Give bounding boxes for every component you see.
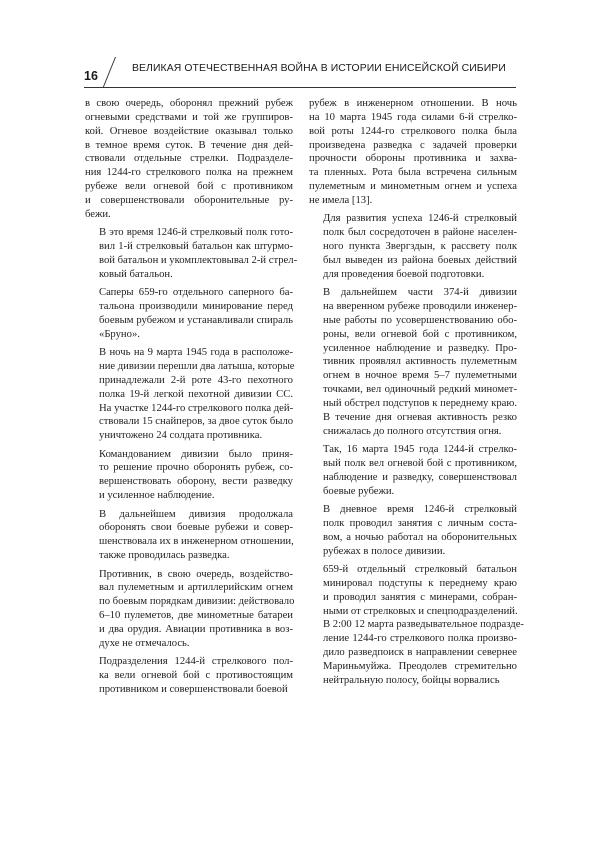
text-line: ковый батальон. — [99, 268, 173, 280]
text-line: вой роты 1244-го стрелкового полка была — [309, 125, 517, 137]
text-line: пулеметным и минометным огнем и успеха — [309, 181, 517, 193]
paragraph — [85, 226, 298, 281]
text-line: рубежах в полосе дивизии. — [323, 545, 446, 557]
text-line: точками, вел одиночный редкий миномет- — [323, 384, 517, 396]
text-line: тальона производили минирование перед — [99, 301, 293, 312]
header-vertical-rule — [102, 57, 116, 88]
paragraph — [85, 346, 293, 443]
text-line: ние дивизии перешли два латыша, которые — [99, 360, 295, 372]
text-line: и проводил занятия с минерами, собран- — [323, 591, 517, 603]
text-line: «Бруно». — [99, 328, 140, 340]
text-line: рубеже вели огневой бой с противником — [85, 181, 293, 193]
text-line: уничтожено 24 солдата противника. — [99, 430, 263, 442]
text-line: тивник проявлял активность пулеметным — [323, 356, 517, 368]
paragraph — [85, 508, 293, 563]
text-line: снижалась до полного отсутствия огня. — [323, 425, 502, 437]
text-line: полк проводил занятия с личным соста- — [323, 517, 517, 529]
text-line: В дневное время 1246-й стрелковый — [323, 504, 517, 515]
text-line: кой. Огневое воздействие оказывал только — [85, 125, 293, 137]
text-column-right — [309, 97, 524, 692]
text-line: был выведен из района боевых действий — [323, 254, 517, 266]
text-line: также проводилась разведка. — [99, 550, 230, 562]
text-line: роны, вели огневой бой с противником, — [323, 328, 517, 340]
text-line: рубеж в инженерном отношении. В ночь — [309, 98, 517, 109]
text-line: наблюдение и разведку, совершенствовал — [323, 471, 517, 483]
text-line: и два орудия. Авиации противника в воз- — [99, 623, 293, 635]
text-line: В дальнейшем дивизия продолжала — [99, 508, 293, 520]
text-line: ного пункта Звергздын, к рассвету полк — [323, 241, 517, 253]
text-line: в темное время суток. В течение дня дей- — [85, 139, 293, 151]
text-line: ка вели огневой бой с противостоящим — [99, 670, 293, 682]
text-line: на вверенном рубеже проводили инженер- — [323, 301, 517, 312]
paragraph — [309, 212, 517, 281]
text-line: В дальнейшем части 374-й дивизии — [323, 287, 517, 299]
text-line: вом, а ночью работал на оборонительных — [323, 531, 517, 543]
text-line: В 2:00 12 марта разведывательное подразде- — [323, 619, 524, 631]
text-line: нейтральную полосу, бойцы ворвались — [323, 674, 500, 686]
text-line: полка 19-й легкой пехотной дивизии СС. — [99, 388, 293, 400]
text-line: ный обстрел подступов к переднему краю. — [323, 397, 517, 409]
paragraph — [309, 443, 517, 498]
text-line: В течение дня огневая активность резко — [323, 411, 517, 423]
paragraph — [85, 448, 293, 503]
text-line: принадлежали 2-й роте 43-го пехотного — [99, 374, 293, 386]
paragraph — [309, 563, 524, 688]
text-line: ные работы по усовершенствованию обо- — [323, 314, 517, 326]
text-line: прочности обороны противника и захва- — [309, 153, 517, 165]
text-line: и усиленное наблюдение. — [99, 490, 215, 502]
running-title: ВЕЛИКАЯ ОТЕЧЕСТВЕННАЯ ВОЙНА В ИСТОРИИ ЕНИСЕЙСКОЙ СИБИРИ — [132, 63, 506, 74]
text-line: полк был сосредоточен в районе населен- — [323, 227, 517, 239]
text-column-left — [85, 97, 298, 701]
text-line: в свою очередь, оборонял прежний рубеж — [85, 98, 293, 109]
text-line: Командованием дивизии было приня- — [99, 448, 293, 460]
text-line: дило разведпоиск в направлении севернее — [323, 647, 517, 659]
text-line: ния 1244-го стрелкового полка на прежнем — [85, 167, 293, 179]
paragraph — [85, 655, 293, 697]
text-line: шенствовала их в инженерном отношении, — [99, 536, 294, 548]
text-line: огневыми средствами и той же группиров- — [85, 111, 293, 123]
text-line: ление 1244-го стрелкового полка произво- — [323, 633, 517, 645]
text-line: вил 1-й стрелковый батальон как штурмо- — [99, 241, 293, 253]
text-line: Саперы 659-го отдельного саперного ба- — [99, 287, 293, 299]
text-line: на 10 марта 1945 года силами 6-й стрелко- — [309, 111, 517, 123]
text-line: вал пулеметным и артиллерийским огнем — [99, 582, 293, 594]
text-line: Так, 16 марта 1945 года 1244-й стрелко- — [323, 444, 517, 456]
paragraph — [309, 286, 517, 438]
text-line: не имела [13]. — [309, 194, 373, 206]
text-line: На участке 1244-го стрелкового полка дей- — [99, 402, 294, 414]
paragraph — [85, 568, 293, 651]
text-line: та пленных. Рота была встречена сильным — [309, 167, 517, 179]
text-line: то решение прочно оборонять рубеж, со- — [99, 462, 293, 474]
text-line: бежи. — [85, 208, 111, 220]
text-line: Для развития успеха 1246-й стрелковый — [323, 213, 517, 225]
text-line: боевые рубежи. — [323, 485, 395, 497]
paragraph — [309, 97, 517, 208]
paragraph — [309, 503, 517, 558]
text-line: оборонять свои боевые рубежи и совер- — [99, 522, 293, 534]
text-line: ными от стрелковых и спецподразделений. — [323, 605, 518, 617]
text-line: для проведения боевой подготовки. — [323, 268, 485, 280]
page-number: 16 — [84, 69, 98, 83]
text-line: произведена разведка с задачей проверки — [309, 139, 517, 151]
text-line: по боевым порядкам дивизии: действовало — [99, 596, 295, 608]
header-horizontal-rule — [84, 87, 516, 88]
text-line: усиленное наблюдение и разведку. Про- — [323, 342, 517, 354]
text-line: боевым рубежом и устанавливали спираль — [99, 314, 293, 326]
text-line: Подразделения 1244-й стрелкового пол- — [99, 656, 293, 668]
text-line: духе не отмечалось. — [99, 637, 190, 649]
text-line: минировал подступы к переднему краю — [323, 577, 517, 589]
text-line: огнем в ночное время 5–7 пулеметными — [323, 370, 517, 382]
text-line: и совершенствовали оборонительные ру- — [85, 194, 293, 206]
text-line: вершенствовать оборону, вести разведку — [99, 476, 293, 488]
paragraph — [85, 97, 293, 222]
text-line: Противник, в свою очередь, воздейство- — [99, 568, 293, 580]
text-line: вый полк вел огневой бой с противником, — [323, 457, 517, 469]
text-line: противником и совершенствовали боевой — [99, 683, 288, 695]
text-line: ствовали отдельные стрелки. Подразделе- — [85, 153, 293, 165]
paragraph — [85, 286, 293, 341]
text-line: 6–10 пулеметов, две минометные батареи — [99, 610, 293, 622]
text-line: Мариньмуйжа. Преодолев стремительно — [323, 660, 517, 672]
text-line: В это время 1246-й стрелковый полк гото- — [99, 227, 293, 239]
text-line: В ночь на 9 марта 1945 года в расположе- — [99, 347, 293, 359]
text-line: 659-й отдельный стрелковый батальон — [323, 563, 517, 575]
text-line: ствовали 15 снайперов, за двое суток было — [99, 416, 294, 428]
text-line: вой батальон и укомплектовывал 2-й стрел- — [99, 254, 298, 266]
